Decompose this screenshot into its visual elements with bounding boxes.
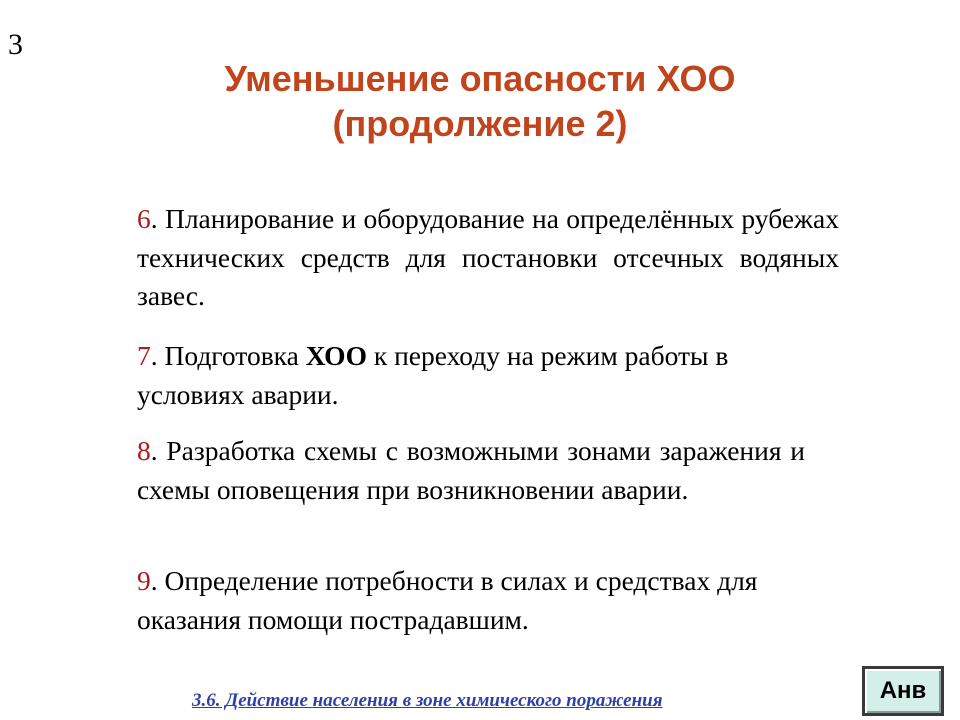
- item-bold-text: ХОО: [305, 340, 367, 371]
- anv-nav-button[interactable]: Анв: [862, 666, 944, 716]
- item-text-continued: к переходу на режим работы в условиях аварии.: [137, 340, 729, 410]
- item-text: . Разработка схемы с возможными зонами заражения и схемы оповещения при возникновении аварии.: [137, 435, 805, 505]
- item-number: 7: [137, 340, 151, 371]
- slide-title-line-2: (продолжение 2): [332, 103, 628, 144]
- item-number: 6: [137, 203, 151, 234]
- slide-number: 3: [8, 28, 23, 61]
- list-item-6: [137, 200, 839, 316]
- list-item-7: [137, 337, 839, 414]
- section-link[interactable]: 3.6. Действие населения в зоне химического поражения: [192, 690, 663, 711]
- slide-title-line-1: Уменьшение опасности ХОО: [224, 58, 736, 99]
- item-number: 8: [137, 435, 151, 466]
- slide-title: [0, 56, 960, 146]
- item-number: 9: [137, 565, 151, 596]
- item-text: . Подготовка: [150, 340, 306, 371]
- item-text: . Планирование и оборудование на определённых рубежах технических средств для постановки отсечных водяных завес.: [137, 203, 839, 311]
- item-text: . Определение потребности в силах и средствах для оказания помощи пострадавшим.: [137, 565, 758, 635]
- list-item-9: [137, 562, 839, 639]
- list-item-8: [137, 432, 805, 509]
